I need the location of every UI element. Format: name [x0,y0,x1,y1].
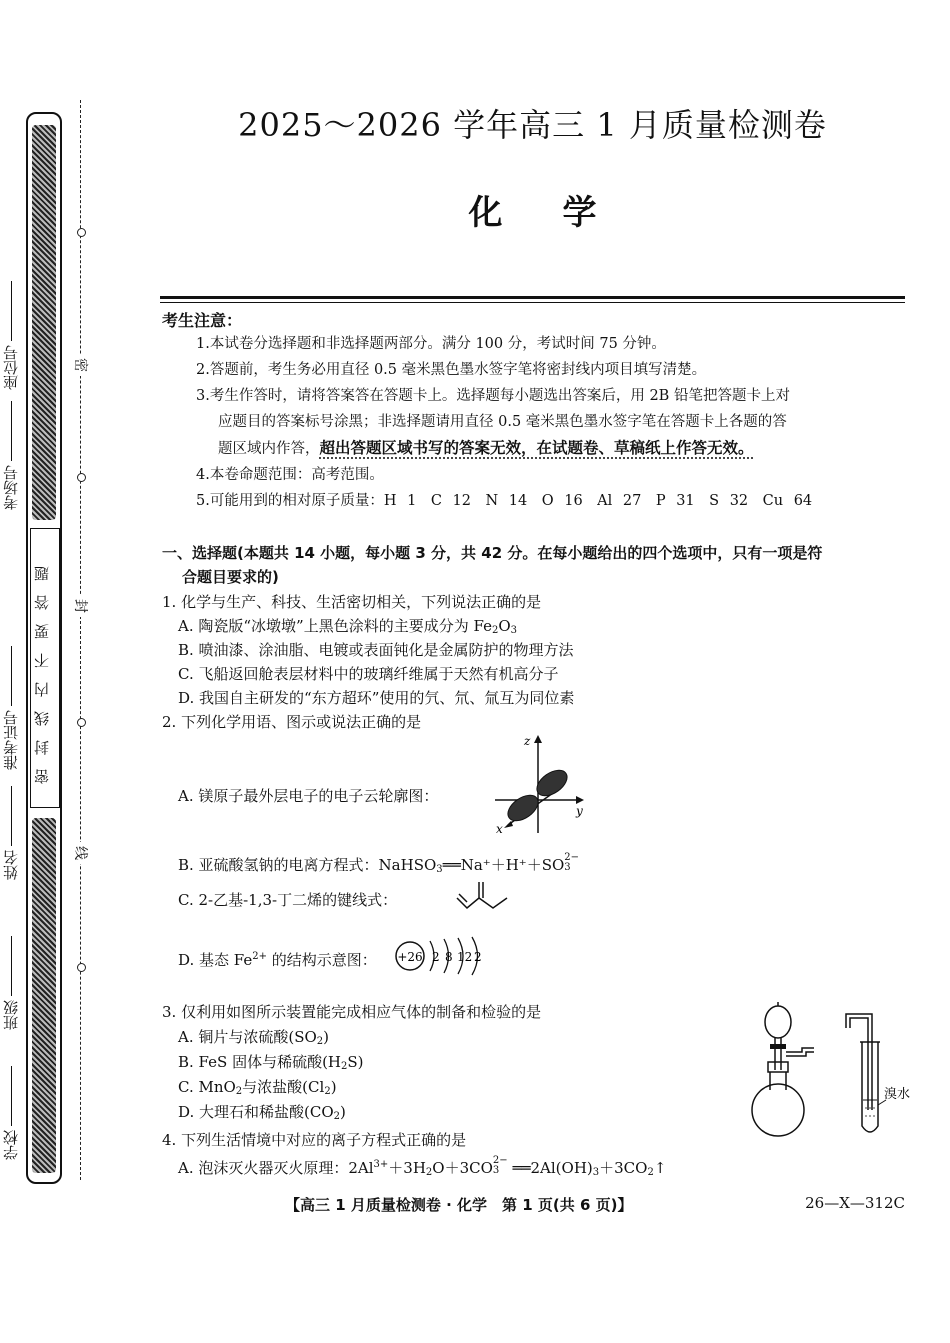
axis-y-label: y [576,804,583,818]
field-school: 学校 [0,1040,20,1160]
seal-dot [77,963,86,972]
header-rule-thin [160,302,905,303]
question-2-option-c: C. 2-乙基-1,3-丁二烯的键线式： [178,891,398,909]
question-3-option-d: D. 大理石和稀盐酸$(CO_2)$ [178,1103,346,1122]
notice-list [196,331,906,514]
field-exam-id: 准考证号 [0,620,20,770]
shell-count: 8 [445,950,453,964]
nucleus-charge: +26 [397,950,423,964]
question-3-stem: 3. 仅利用如图所示装置能完成相应气体的制备和检验的是 [162,1003,542,1021]
warning-text: 密封线内不要答题 [33,552,51,784]
exam-title: 2025～2026 学年高三 1 月质量检测卷 [238,106,827,144]
question-2-option-a: A. 镁原子最外层电子的电子云轮廓图： [178,787,439,805]
question-4-option-a: A. 泡沫灭火器灭火原理：$2Al^{3+}+3H_2O+3CO$ 2− 3 $══2Al(OH)_3+3CO_2↑$ [178,1155,667,1178]
notice-item: 3.考生作答时，请将答案答在答题卡上。选择题每小题选出答案后，用 2B 铅笔把答题卡上对 [196,388,790,404]
footer-code: 26—X—312C [805,1194,905,1212]
header-rule [160,296,905,299]
hatched-bar-bottom [32,818,56,1173]
question-3-option-b: B. FeS 固体与稀硫酸$(H_2S)$ [178,1053,364,1072]
shell-count: 12 [457,950,473,964]
notice-item-cont: 应题目的答案标号涂黑；非选择题请用直径 0.5 毫米黑色墨水签字笔在答题卡上各题的答 [218,414,787,430]
notice-heading: 考生注意： [162,311,243,330]
question-1-option-d: D. 我国自主研发的“东方超环”使用的氕、氘、氚互为同位素 [178,689,575,707]
notice-item: 2.答题前，考生务必用直径 0.5 毫米黑色墨水签字笔将密封线内项目填写清楚。 [196,362,707,378]
question-2-stem: 2. 下列化学用语、图示或说法正确的是 [162,713,422,731]
notice-item-cont: 题区域内作答，超出答题区域书写的答案无效，在试题卷、草稿纸上作答无效。 [218,439,754,457]
question-1-option-b: B. 喷油漆、涂油脂、电镀或表面钝化是金属防护的物理方法 [178,641,574,659]
shell-count: 2 [432,950,440,964]
seal-char-feng: 封 [71,595,91,617]
notice-item: 5.可能用到的相对原子质量：H 1 C 12 N 14 O 16 Al 27 P 31 S 32 Cu 64 [196,493,813,509]
gas-apparatus-diagram [740,1000,910,1142]
question-1-option-a: A. 陶瓷版“冰墩墩”上黑色涂料的主要成分为 $Fe_2O_3$ [178,617,518,636]
hatched-bar-top [32,125,56,520]
shell-count: 2 [474,950,482,964]
question-2-option-d: D. 基态 $Fe^{2+}$ 的结构示意图： [178,951,377,969]
seal-dot [77,228,86,237]
axis-x-label: x [496,822,503,836]
field-seat: 座位号 [0,240,20,390]
section-heading: 一、选择题(本题共 14 小题，每小题 3 分，共 42 分。在每小题给出的四个选项中，只有一项是符 合题目要求的) [162,544,823,586]
binding-strip [0,0,100,1343]
axis-z-label: z [524,734,531,748]
notice-item: 1.本试卷分选择题和非选择题两部分。满分 100 分，考试时间 75 分钟。 [196,336,666,352]
bromine-water-label: 溴水 [884,1087,910,1102]
p-orbital-diagram [480,733,590,838]
fe-ion-structure-diagram [392,935,492,981]
field-class: 班级 [0,880,20,1030]
subject-title: 化学 [468,193,657,233]
skeletal-formula [455,878,515,916]
seal-dot [77,718,86,727]
field-name: 姓名 [0,780,20,880]
question-3-option-c: C. MnO$_2$与浓盐酸$(Cl_2)$ [178,1078,337,1097]
question-1-stem: 1. 化学与生产、科技、生活密切相关，下列说法正确的是 [162,593,542,611]
footer-page-info: 【高三 1 月质量检测卷 · 化学 第 1 页(共 6 页)】 [285,1196,633,1214]
field-room: 考场号 [0,400,20,510]
seal-char-mi: 密 [71,354,91,376]
question-1-option-c: C. 飞船返回舱表层材料中的玻璃纤维属于天然有机高分子 [178,665,559,683]
question-3-option-a: A. 铜片与浓硫酸$(SO_2)$ [178,1028,330,1047]
notice-item: 4.本卷命题范围：高考范围。 [196,467,384,483]
question-2-option-b: B. 亚硫酸氢钠的电离方程式：NaHSO$_3$══Na⁺＋H⁺＋SO 2− 3 [178,852,580,875]
seal-char-xian: 线 [71,842,91,864]
warning-box [30,528,60,808]
question-4-stem: 4. 下列生活情境中对应的离子方程式正确的是 [162,1131,467,1149]
seal-dot [77,473,86,482]
seal-line [80,100,81,1180]
